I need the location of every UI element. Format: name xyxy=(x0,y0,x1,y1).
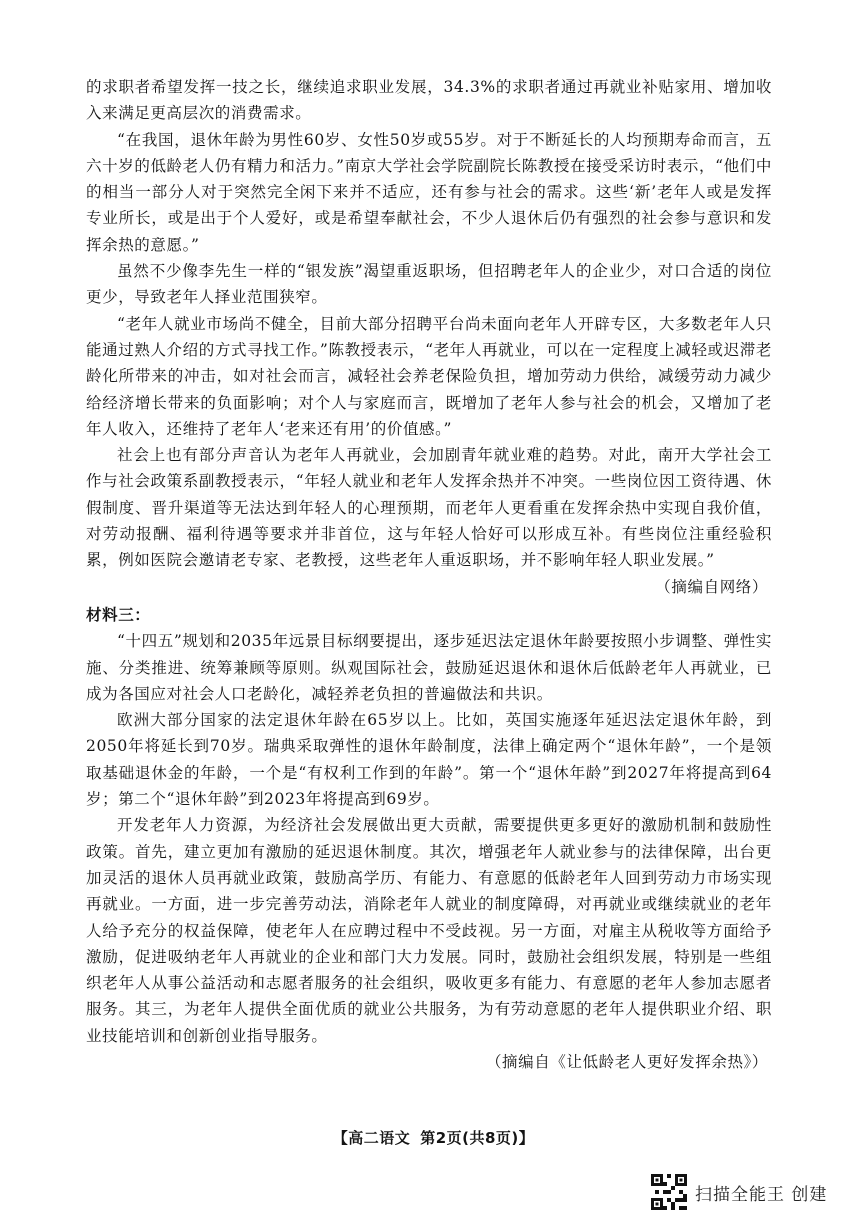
qr-code-icon xyxy=(651,1174,687,1210)
source-note-2: （摘编自网络） xyxy=(655,577,768,596)
watermark-text: 扫描全能王 创建 xyxy=(695,1184,828,1205)
paragraph-1: 的求职者希望发挥一技之长，继续追求职业发展，34.3%的求职者通过再就业补贴家用、增加收入来满足更高层次的消费需求。 xyxy=(86,78,772,123)
footer-page-number: 第2页(共8页)】 xyxy=(420,1129,535,1147)
article-body xyxy=(86,74,772,1075)
paragraph-5: 社会上也有部分声音认为老年人再就业，会加剧青年就业难的趋势。对此，南开大学社会工作与社会政策系副教授表示，“年轻人就业和老年人发挥余热并不冲突。一些岗位因工资待遇、休假制度、晋升渠道等无法达到年轻人的心理预期，而老年人更看重在发挥余热中实现自我价值，对劳动报酬、福利待遇等要求并非首位，这与年轻人恰好可以形成互补。有些岗位注重经验积累，例如医院会邀请老专家、老教授，这些老年人重返职场，并不影响年轻人职业发展。” xyxy=(86,446,772,570)
material-3-paragraph-2: 欧洲大部分国家的法定退休年龄在65岁以上。比如，英国实施逐年延迟法定退休年龄，到2050年将延长到70岁。瑞典采取弹性的退休年龄制度，法律上确定两个“退休年龄”，一个是领取基础退休金的年龄，一个是“有权利工作到的年龄”。第一个“退休年龄”到2027年将提高到64岁；第二个“退休年龄”到2023年将提高到69岁。 xyxy=(86,711,772,809)
source-note-3: （摘编自《让低龄老人更好发挥余热》） xyxy=(485,1052,768,1071)
footer-subject: 【高二语文 xyxy=(332,1129,411,1147)
paragraph-2: “在我国，退休年龄为男性60岁、女性50岁或55岁。对于不断延长的人均预期寿命而言，五六十岁的低龄老人仍有精力和活力。”南京大学社会学院副院长陈教授在接受采访时表示，“他们中的相当一部分人对于突然完全闲下来并不适应，还有参与社会的需求。这些‘新’老年人或是发挥专业所长，或是出于个人爱好，或是希望奉献社会，不少人退休后仍有强烈的社会参与意识和发挥余热的意愿。” xyxy=(86,130,772,254)
material-3-paragraph-3: 开发老年人力资源，为经济社会发展做出更大贡献，需要提供更多更好的激励机制和鼓励性政策。首先，建立更加有激励的延迟退休制度。其次，增强老年人就业参与的法律保障，出台更加灵活的退休人员再就业政策，鼓励高学历、有能力、有意愿的低龄老年人回到劳动力市场实现再就业。一方面，进一步完善劳动法，消除老年人就业的制度障碍，对再就业或继续就业的老年人给予充分的权益保障，使老年人在应聘过程中不受歧视。另一方面，对雇主从税收等方面给予激励，促进吸纳老年人再就业的企业和部门大力发展。同时，鼓励社会组织发展，特别是一些组织老年人从事公益活动和志愿者服务的社会组织，吸收更多有能力、有意愿的老年人参加志愿者服务。其三，为老年人提供全面优质的就业公共服务，为有劳动意愿的老年人提供职业介绍、职业技能培训和创新创业指导服务。 xyxy=(86,816,772,1045)
scanner-watermark xyxy=(651,1172,827,1212)
page-footer xyxy=(0,1127,867,1148)
material-3-paragraph-1: “十四五”规划和2035年远景目标纲要提出，逐步延迟法定退休年龄要按照小步调整、弹性实施、分类推进、统筹兼顾等原则。纵观国际社会，鼓励延迟退休和退休后低龄老年人再就业，已成为各国应对社会人口老龄化，减轻养老负担的普遍做法和共识。 xyxy=(86,632,772,703)
material-3-heading: 材料三： xyxy=(86,604,151,624)
paragraph-4: “老年人就业市场尚不健全，目前大部分招聘平台尚未面向老年人开辟专区，大多数老年人只能通过熟人介绍的方式寻找工作。”陈教授表示，“老年人再就业，可以在一定程度上减轻或迟滞老龄化所带来的冲击，如对社会而言，减轻社会养老保险负担，增加劳动力供给，减缓劳动力减少给经济增长带来的负面影响；对个人与家庭而言，既增加了老年人参与社会的机会，又增加了老年人收入，还维持了老年人‘老来还有用’的价值感。” xyxy=(86,314,772,438)
paragraph-3: 虽然不少像李先生一样的“银发族”渴望重返职场，但招聘老年人的企业少，对口合适的岗位更少，导致老年人择业范围狭窄。 xyxy=(86,262,772,307)
